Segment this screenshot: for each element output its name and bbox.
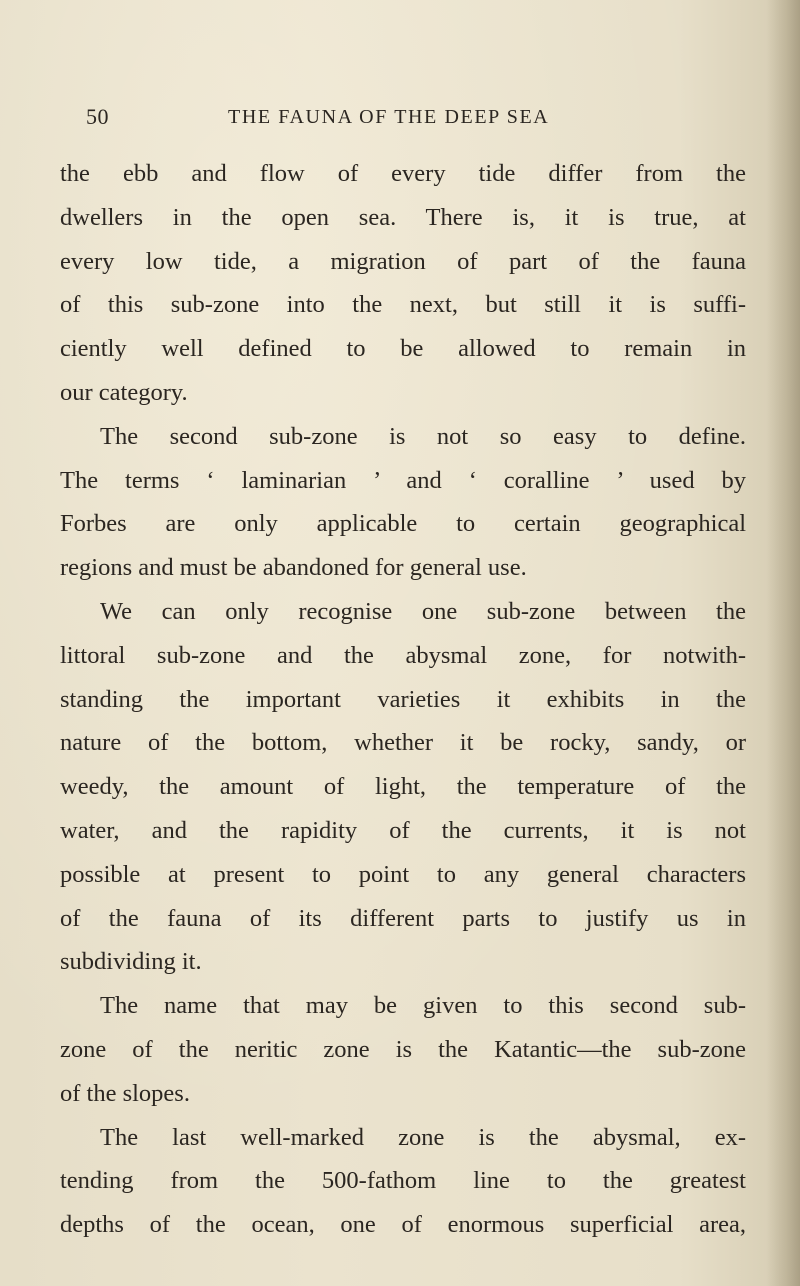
text-line: possible at present to point to any general characters	[60, 860, 746, 888]
text-line: subdividing it.	[60, 948, 202, 976]
text-line: standing the important varieties it exhibits in the	[60, 685, 746, 713]
text-line: The terms ‘ laminarian ’ and ‘ coralline ’ used by	[60, 466, 746, 494]
page-header	[0, 100, 800, 136]
text-line: depths of the ocean, one of enormous superficial area,	[60, 1211, 746, 1239]
running-head: THE FAUNA OF THE DEEP SEA	[228, 106, 550, 128]
text-line: The name that may be given to this second sub-	[100, 992, 746, 1020]
page-number: 50	[86, 104, 109, 129]
text-line: zone of the neritic zone is the Katantic—the sub-zone	[60, 1035, 746, 1063]
text-line: The second sub-zone is not so easy to define.	[100, 422, 746, 450]
page-edge-shadow	[766, 0, 800, 1286]
text-line: of this sub-zone into the next, but still it is suffi-	[60, 291, 746, 319]
text-line: nature of the bottom, whether it be rocky, sandy, or	[60, 729, 746, 757]
text-line: of the slopes.	[60, 1079, 190, 1107]
text-line: tending from the 500-fathom line to the greatest	[60, 1167, 746, 1195]
text-line: water, and the rapidity of the currents, it is not	[60, 816, 746, 844]
text-line: littoral sub-zone and the abysmal zone, for notwith-	[60, 641, 746, 669]
text-line: our category.	[60, 378, 188, 406]
text-line: The last well-marked zone is the abysmal, ex-	[100, 1123, 746, 1151]
text-line: We can only recognise one sub-zone between the	[100, 597, 746, 625]
text-line: dwellers in the open sea. There is, it is true, at	[60, 203, 746, 231]
body-text	[60, 159, 746, 1254]
text-line: weedy, the amount of light, the temperature of the	[60, 773, 746, 801]
text-line: of the fauna of its different parts to justify us in	[60, 904, 746, 932]
text-line: ciently well defined to be allowed to remain in	[60, 335, 746, 363]
text-line: every low tide, a migration of part of the fauna	[60, 247, 746, 275]
text-line: Forbes are only applicable to certain geographical	[60, 510, 746, 538]
text-line: the ebb and flow of every tide differ from the	[60, 160, 746, 187]
text-line: regions and must be abandoned for general use.	[60, 554, 527, 582]
